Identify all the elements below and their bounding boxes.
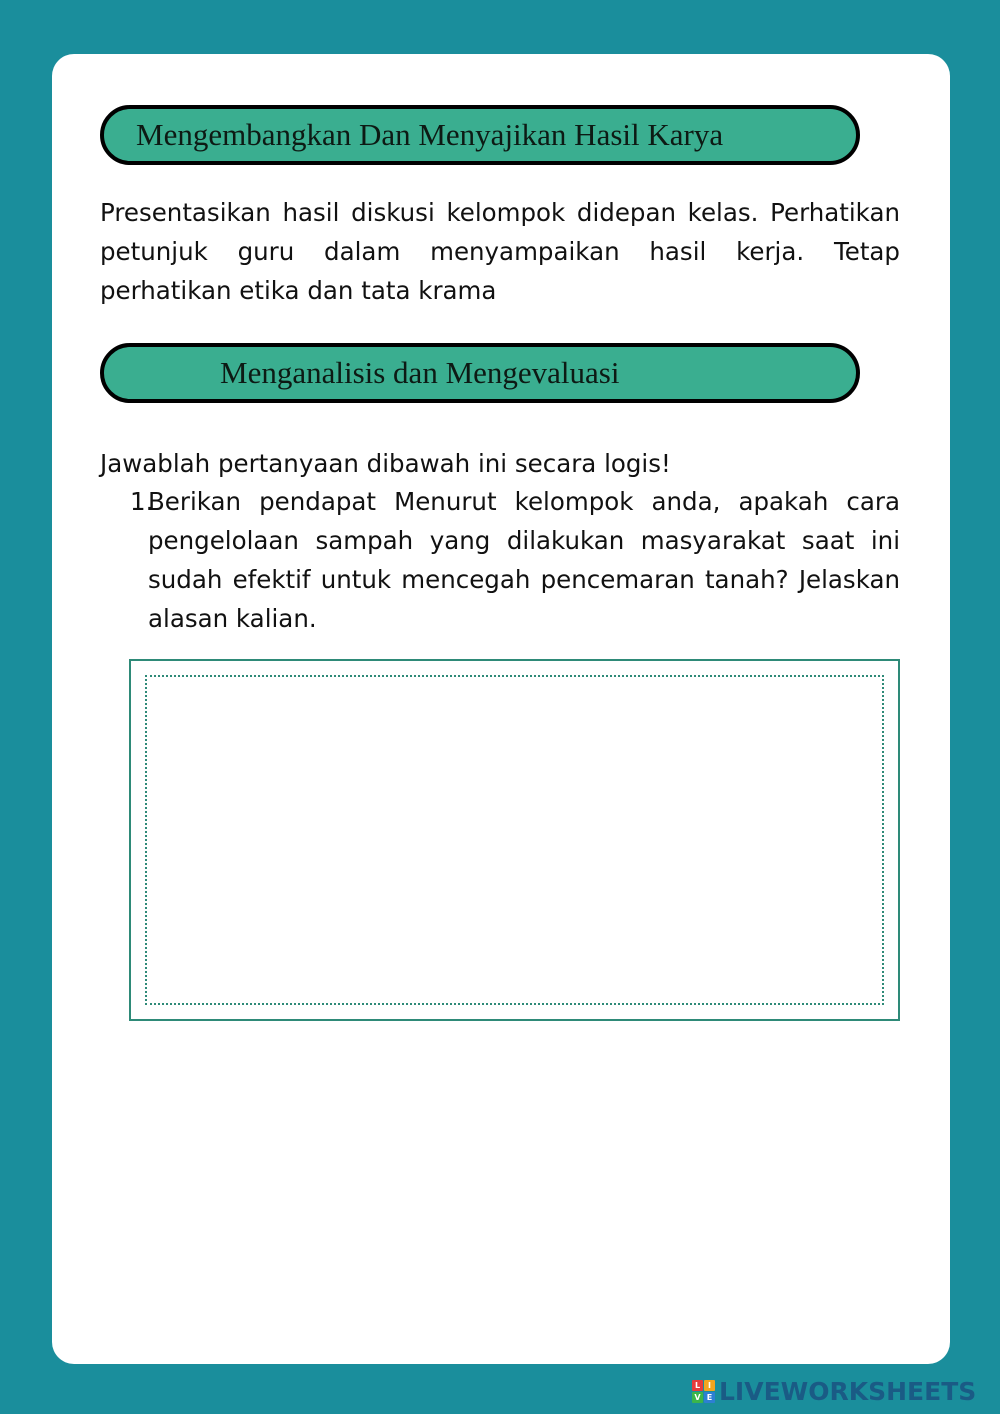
liveworksheets-logo	[692, 1376, 976, 1406]
logo-letter-v: V	[692, 1392, 703, 1403]
section-title-develop: Mengembangkan Dan Menyajikan Hasil Karya	[100, 105, 860, 165]
question-number: 1.	[130, 487, 154, 516]
presentation-instructions: Presentasikan hasil diskusi kelompok didepan kelas. Perhatikan petunjuk guru dalam menyampaikan hasil kerja. Tetap perhatikan etika dan tata krama	[100, 198, 900, 305]
question-instruction: Jawablah pertanyaan dibawah ini secara logis!	[100, 449, 671, 478]
logo-letter-e: E	[704, 1392, 715, 1403]
logo-text: LIVEWORKSHEETS	[719, 1376, 977, 1406]
answer-box-inner-border[interactable]	[145, 675, 884, 1005]
answer-box[interactable]	[129, 659, 900, 1021]
logo-icon	[692, 1380, 715, 1403]
logo-letter-i: I	[704, 1380, 715, 1391]
question-text: Berikan pendapat Menurut kelompok anda, apakah cara pengelolaan sampah yang dilakukan masyarakat saat ini sudah efektif untuk mencegah pencemaran tanah? Jelaskan alasan kalian.	[148, 487, 900, 633]
logo-letter-l: L	[692, 1380, 703, 1391]
section-title-analyze: Menganalisis dan Mengevaluasi	[100, 343, 860, 403]
